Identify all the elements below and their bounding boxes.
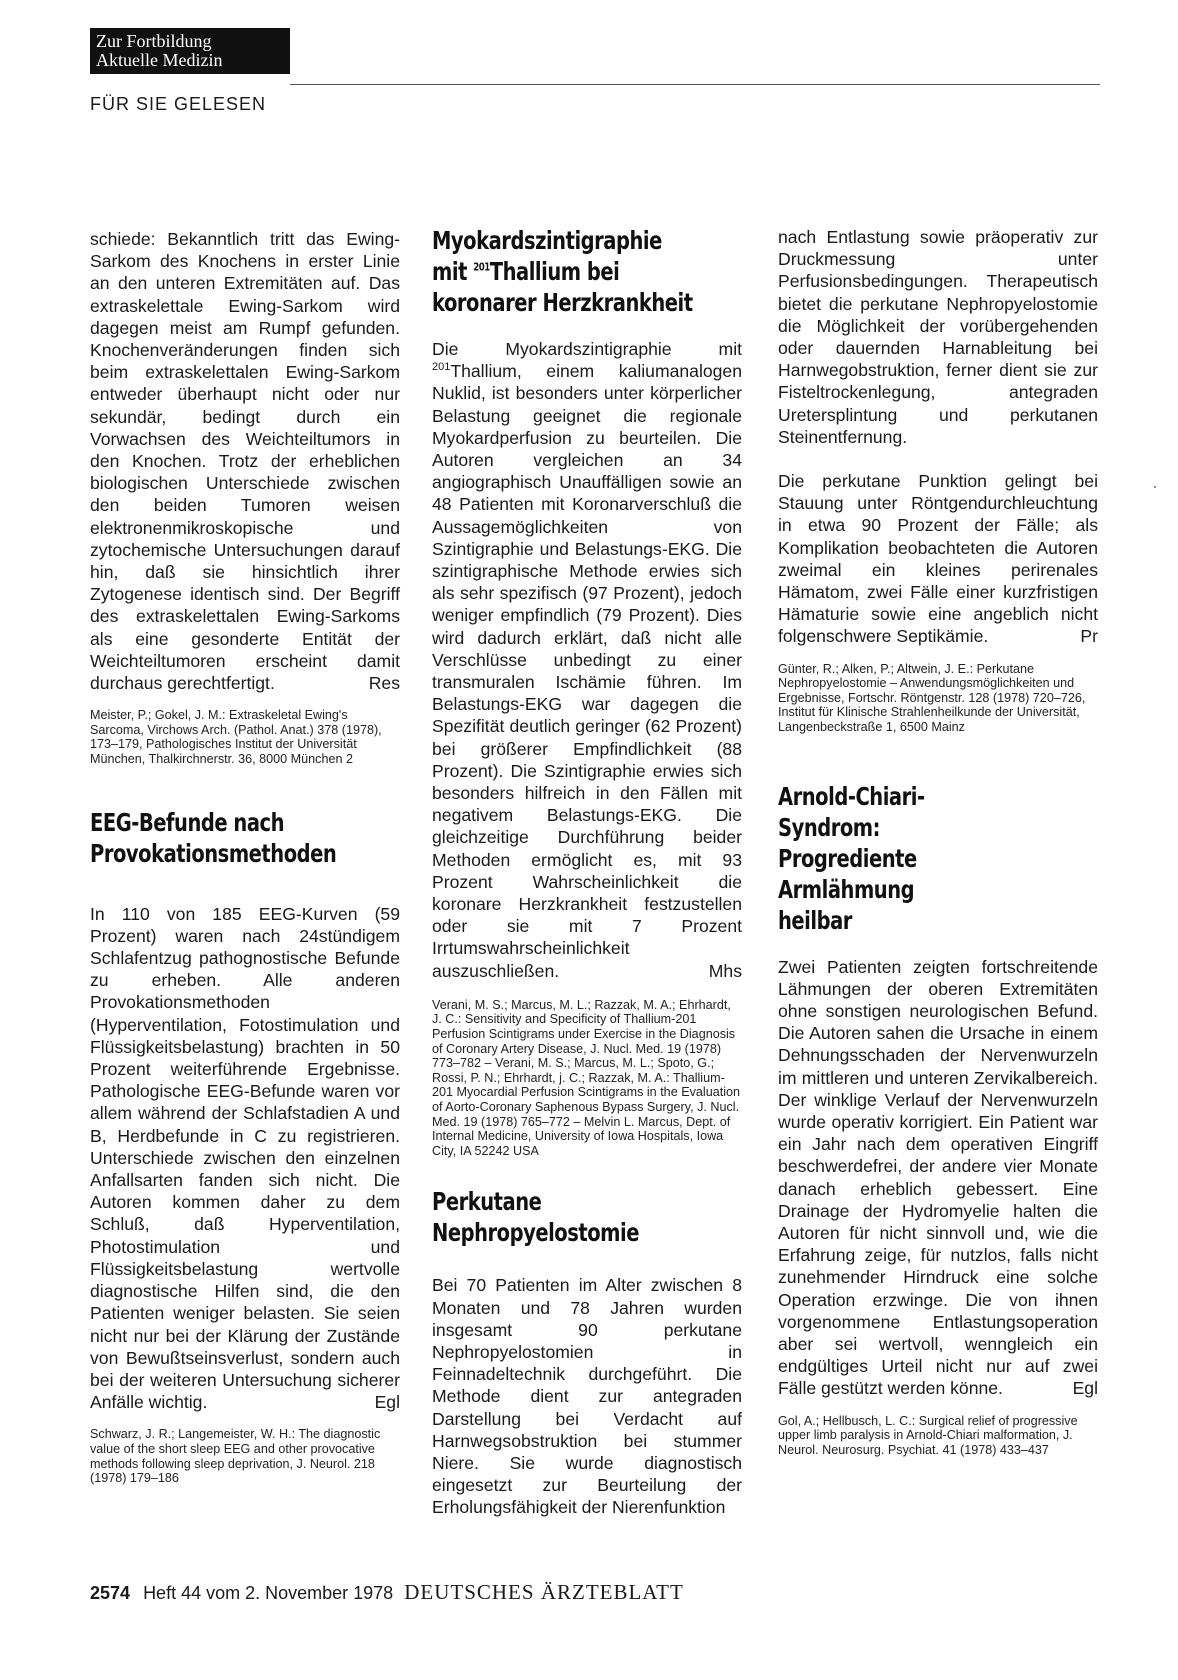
heading-arnold-chiari: Arnold-Chiari-Syndrom: Progrediente Armlähmung heilbar <box>778 781 925 935</box>
column-2 <box>432 225 742 1519</box>
section-label: FÜR SIE GELESEN <box>90 94 267 114</box>
article-eeg-text <box>90 903 400 1414</box>
myokard-paragraph: Thallium, einem kaliumanalogen Nuklid, ist besonders unter körperlicher Belastung geeignet die regionale Myokardperfusion zu beurteilen. Die Autoren vergleichen an 34 angiographisch Unauffälligen sowie an 48 Patienten mit Koronarverschluß die Aussagemöglichkeiten von Szintigraphie und Belastungs-EKG. Die szintigraphische Methode erwies sich als sehr spezifisch (97 Prozent), jedoch weniger empfindlich (79 Prozent). Dies wird dadurch erklärt, daß nicht alle Verschlüsse unbedingt zu einer transmuralen Ischämie führen. Im Belastungs-EKG war dagegen die Spezifität deutlich geringer (62 Prozent) bei größerer Empfindlichkeit (88 Prozent). Die Szintigraphie erwies sich besonders hilfreich in den Fällen mit negativem Belastungs-EKG. Die gleichzeitige Durchführung beider Methoden ermöglicht es, mit 93 Prozent Wahrscheinlichkeit die koronare Herzkrankheit festzustellen oder sie mit 7 Prozent Irrtumswahrscheinlichkeit auszuschließen. <box>432 361 742 981</box>
author-initials: Egl <box>1072 1378 1098 1399</box>
article-arnold-chiari-text <box>778 956 1098 1400</box>
reference-myokard: Verani, M. S.; Marcus, M. L.; Razzak, M. A.; Ehrhardt, J. C.: Sensitivity and Specificity of Thallium-201 Perfusion Scintigrams under Exercise in the Diagnosis of Coronary Artery Disease, J. Nucl. Med. 19 (1978) 773–782 – Verani, M. S.; Marcus, M. L.; Spoto, G.; Rossi, P. N.; Ehrhardt, j. C.; Razzak, M. A.: Thallium-201 Myocardial Perfusion Scintigrams in the Evaluation of Aorto-Coronary Saphenous Bypass Surgery, J. Nucl. Med. 19 (1978) 765–772 – Melvin L. Marcus, Dept. of Internal Medicine, University of Iowa Hospitals, Iowa City, IA 52242 USA <box>432 997 741 1158</box>
page-number: 2574 <box>90 1583 131 1603</box>
column-1 <box>90 228 400 1486</box>
arnold-chiari-paragraph: Zwei Patienten zeigten fortschreitende Lähmungen der oberen Extremitäten ohne sonstigen neurologischen Befund. Die Autoren sahen die Ursache in einem Dehnungsschaden der Nervenwurzeln im mittleren und unteren Zervikalbereich. Der winklige Verlauf der Nervenwurzeln wurde operativ korrigiert. Ein Patient war ein Jahr nach dem operativen Eingriff beschwerdefrei, der andere vier Monate danach erheblich gebessert. Eine Drainage der Hydromyelie halten die Autoren für nicht sinnvoll und, wie die Erfahrung zeige, für nutzlos, falls nicht zunehmender Hirndruck eine solche Operation erzwinge. Die von ihnen vorgenommene Entlastungsoperation aber sei wertvoll, wenngleich ein endgültiges Urteil nicht nur auf zwei Fälle gestützt werden könne. <box>778 956 1098 1399</box>
eeg-paragraph: In 110 von 185 EEG-Kurven (59 Prozent) waren nach 24stündigem Schlafentzug pathognostische Befunde zu erheben. Alle anderen Provokationsmethoden (Hyperventilation, Fotostimulation und Flüssigkeitsbelastung) brachten in 50 Prozent weiterführende Ergebnisse. Pathologische EEG-Befunde waren vor allem während der Schlafstadien A und B, Herdbefunde in C zu registrieren. Unterschiede zwischen den einzelnen Anfallsarten fanden sich nicht. Die Autoren kommen daher zu dem Schluß, daß Hyperventilation, Photostimulation und Flüssigkeitsbelastung wertvolle diagnostische Hilfen sind, die den Patienten weniger belasten. Sie seien nicht nur bei der Klärung der Zustände von Bewußtseinsverlust, sondern auch bei der weiteren Untersuchung sicherer Anfälle wichtig. <box>90 903 400 1413</box>
heading-eeg: EEG-Befunde nach Provokationsmethoden <box>90 807 337 868</box>
header-divider <box>290 84 1100 85</box>
heading-myokard-line2b: Thallium bei <box>489 257 620 286</box>
reference-eeg: Schwarz, J. R.; Langemeister, W. H.: The diagnostic value of the short sleep EEG and other provocative methods following sleep deprivation, J. Neurol. 218 (1978) 179–186 <box>90 1427 381 1486</box>
journal-name: DEUTSCHES ÄRZTEBLATT <box>404 1580 684 1604</box>
issue-info: Heft 44 vom 2. November 1978 <box>143 1583 394 1603</box>
article-ewing-text <box>90 228 400 694</box>
perkutane-second-paragraph <box>778 470 1098 648</box>
section-banner <box>90 28 290 74</box>
heading-myokard-line2a: mit <box>432 257 474 286</box>
myokard-paragraph-start: Die Myokardszintigraphie mit <box>432 339 742 359</box>
heading-perkutane: Perkutane Nephropyelostomie <box>432 1187 639 1248</box>
reference-perkutane: Günter, R.; Alken, P.; Altwein, J. E.: Perkutane Nephropyelostomie – Anwendungsmöglichkeiten und Ergebnisse, Fortschr. Röntgenstr. 128 (1978) 720–726, Institut für Klinische Strahlenheilkunde der Universität, Langenbeckstraße 1, 6500 Mainz <box>778 661 1086 735</box>
article-myokard-text <box>432 338 742 982</box>
heading-myokard-line3: koronarer Herzkrankheit <box>432 288 693 317</box>
reference-arnold-chiari: Gol, A.; Hellbusch, L. C.: Surgical relief of progressive upper limb paralysis in Arnold-Chiari malformation, J. Neurol. Neurosurg. Psychiat. 41 (1978) 433–437 <box>778 1413 1078 1457</box>
ewing-paragraph: schiede: Bekanntlich tritt das Ewing-Sarkom des Knochens in erster Linie an den unteren Extremitäten auf. Das extraskelettale Ewing-Sarkom wird dagegen meist am Rumpf gefunden. Knochenveränderungen finden sich beim extraskelettalen Ewing-Sarkom entweder überhaupt nicht oder nur sekundär, bedingt durch ein Vorwachsen des Weichteiltumors in den Knochen. Trotz der erheblichen biologischen Unterschiede zwischen den beiden Tumoren weisen elektronenmikroskopische und zytochemische Untersuchungen darauf hin, daß sie hinsichtlich ihrer Zytogenese identisch sind. Der Begriff des extraskelettalen Ewing-Sarkoms als eine gesonderte Entität der Weichteiltumoren erscheint damit durchaus gerechtfertigt. <box>90 229 400 694</box>
article-perkutane-text: Bei 70 Patienten im Alter zwischen 8 Monaten und 78 Jahren wurden insgesamt 90 perkutane Nephropyelostomien in Feinnadeltechnik durchgeführt. Die Methode dient zur antegraden Darstellung bei Verdacht auf Harnwegsobstruktion bei stummer Niere. Sie wurde diagnostisch eingesetzt zur Beurteilung der Erholungsfähigkeit der Nierenfunktion <box>432 1275 742 1518</box>
perkutane-paragraph: Die perkutane Punktion gelingt bei Stauung unter Röntgendurchleuchtung in etwa 90 Prozent der Fälle; als Komplikation beobachteten die Autoren zweimal ein kleines perirenales Hämatom, zwei Fälle einer kurzfristigen Hämaturie sowie eine angeblich nicht folgenschwere Septikämie. <box>778 471 1098 647</box>
banner-line-1: Zur Fortbildung <box>96 31 212 51</box>
author-initials: Mhs <box>708 960 742 981</box>
scan-speck <box>1154 486 1156 488</box>
isotope-superscript: 201 <box>432 361 451 374</box>
heading-myokard <box>432 225 742 318</box>
perkutane-continued-text: nach Entlastung sowie präoperativ zur Druckmessung unter Perfusionsbedingungen. Therapeutisch bietet die perkutane Nephropyelostomie die Möglichkeit der vorübergehenden oder dauernden Harnableitung bei Harnwegobstruktion, ferner dient sie zur Fisteltrockenlegung, antegraden Uretersplintung und perkutanen Steinentfernung. <box>778 227 1098 447</box>
heading-myokard-line1: Myokardszintigraphie <box>432 226 662 255</box>
reference-ewing: Meister, P.; Gokel, J. M.: Extraskeletal Ewing's Sarcoma, Virchows Arch. (Pathol. Anat.) 378 (1978), 173–179, Pathologisches Institut der Universität München, Thalkirchnerstr. 36, 8000 München 2 <box>90 708 382 767</box>
page-footer <box>90 1580 684 1605</box>
column-3 <box>778 226 1098 1457</box>
banner-line-2: Aktuelle Medizin <box>96 50 223 70</box>
author-initials: Egl <box>374 1392 400 1413</box>
heading-isotope-superscript: 201 <box>473 260 490 274</box>
author-initials: Pr <box>1080 626 1098 647</box>
author-initials: Res <box>368 673 400 694</box>
